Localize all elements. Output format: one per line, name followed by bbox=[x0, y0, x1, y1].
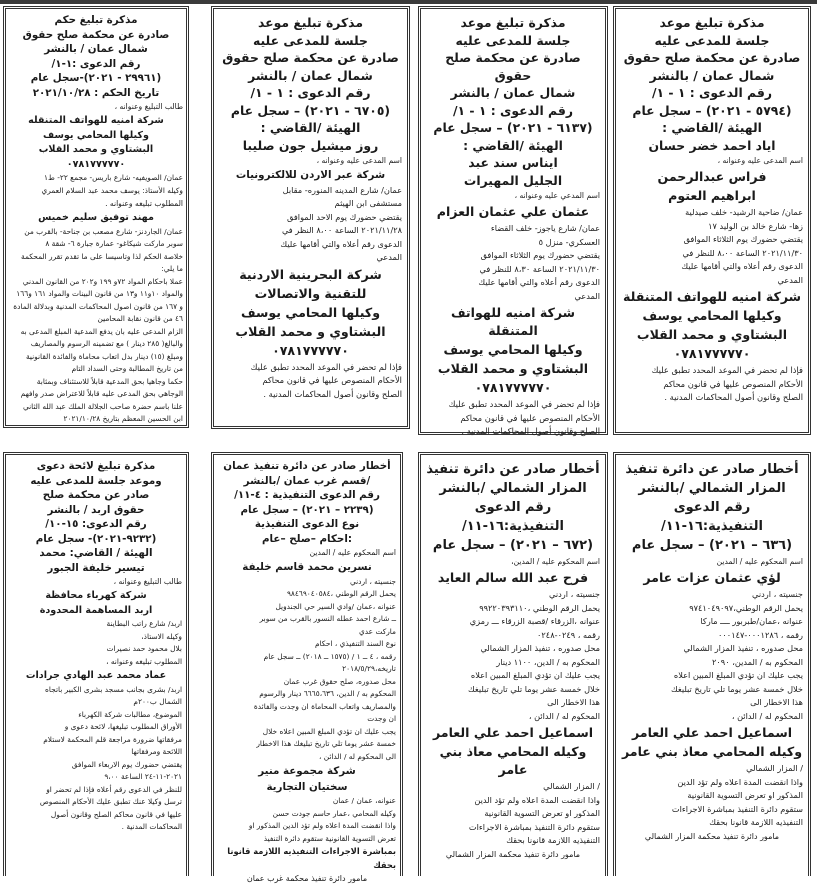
notice-body-line: يقتضي حضورك يوم الاحد الموافق bbox=[287, 211, 402, 222]
defendant-label: اسم المدعي عليه وعنوانه ، bbox=[514, 191, 600, 200]
notice-heading-line: صادرة عن محكمة صلح حقوق bbox=[445, 50, 581, 83]
notice-body-line: رقمه ، ٤ ــ ١ / (١٥٧٥ ــ ٢٠١٨) ــ سجل عام bbox=[263, 651, 396, 661]
notice-body-line: اللائحة ومرفقاتها bbox=[131, 747, 182, 756]
judgment-body-line: و ١٦٧ من قانون اصول المحاكمات المدنية وبدلالة المادة bbox=[13, 301, 183, 311]
notice-heading-line: رقم الدعوى: ١٥-١٠/ bbox=[45, 518, 147, 530]
notice-body-line: مرفقاتها ضرورة مراجعة قلم المحكمة لاستلام bbox=[43, 734, 182, 744]
notice-body-line: للنظر في الدعوى رقم أعلاه فإذا لم تحضر او bbox=[46, 784, 182, 794]
notice-heading-line: مذكرة تبليغ لائحة دعوى bbox=[36, 460, 156, 472]
notice-heading-line: الهيئة /القاضي : bbox=[260, 120, 361, 135]
notice-heading-line: شمال عمان / بالنشر bbox=[649, 67, 775, 83]
notice-execution-672 bbox=[418, 452, 608, 876]
notice-judgment-29961 bbox=[3, 6, 189, 428]
notice-body-line: العسكري- منزل ٥ bbox=[538, 236, 600, 247]
notice-body-line: يجب عليك ان تؤدي المبلغ المبين اعلاه خلال bbox=[262, 726, 396, 736]
requester-detail-line: بلال محمود حمد نصيرات bbox=[106, 644, 182, 653]
notice-heading-line: (٦٣٦ – ٢٠٢١) – سجل عام bbox=[631, 538, 793, 553]
notice-body-line: الى المحكوم له / الدائن ، bbox=[318, 751, 396, 761]
requester-detail-line: اربد/ شارع راتب البطاينة bbox=[106, 619, 182, 628]
plaintiff-line: وكيلها المحامي يوسف bbox=[642, 308, 782, 323]
notice-body-line: هذا الاخطار الى bbox=[547, 697, 600, 707]
notice-body-line: عمان/ ضاحية الرشيد- خلف صيدلية bbox=[685, 207, 803, 217]
debtor-label: اسم المحكوم عليه / المدين bbox=[716, 557, 803, 566]
notice-body-line: ان وجدت bbox=[367, 714, 396, 723]
notice-heading-line: الهيئة / القاضي: محمد bbox=[39, 547, 153, 559]
debtor-name: لؤي عثمان عزات عامر bbox=[643, 570, 781, 585]
plaintiff-line: ٠٧٨١٧٧٧٧٧٠ bbox=[673, 346, 751, 361]
defendant-label: اسم المدعى عليه وعنوانه ، bbox=[316, 156, 402, 165]
defendant-label: اسم المدعى عليه وعنوانه ، bbox=[717, 156, 803, 165]
notice-heading-line: /قسم غرب عمان /بالنشر bbox=[243, 474, 371, 487]
judgment-body-line: والبالغ( ٢٨٥ دينار ) مع تضمينه الرسوم والمصاريف bbox=[30, 339, 183, 348]
notice-body-line: عليها في قانون محاكم الصلح وقانون أصول bbox=[50, 809, 182, 819]
notice-heading-line: جلسة للمدعى عليه bbox=[654, 32, 770, 48]
notice-body-line: عنوانه ،عمان/طبربور ــــ ماركا bbox=[700, 616, 803, 626]
debtor-label: اسم المحكوم عليه / المدين bbox=[309, 548, 396, 557]
notice-footer-line: فإذا لم تحضر في الموعد المحدد تطبق عليك bbox=[651, 365, 803, 375]
creditor-line: اسماعيل احمد علي العامر bbox=[432, 725, 594, 740]
notice-heading-line: رقم الدعوى التنفيذية : ٤-١١/ bbox=[234, 489, 380, 501]
plaintiff-line: البشتاوي و محمد القلاب bbox=[235, 323, 386, 339]
notice-footer-line: الأحكام المنصوص عليها في قانون محاكم bbox=[460, 412, 600, 423]
plaintiff-line: شركة امنيه للهواتف المتنقلة bbox=[450, 305, 576, 338]
signature-line: مامور دائرة تنفيذ محكمة المزار الشمالي bbox=[644, 831, 780, 841]
notice-body-line: المحكوم به / الدين، ١١٠٠ دينار bbox=[496, 656, 600, 667]
judgment-body-line: عملا باحكام المواد ٧٢و ١٩٩ و٢٠٢ من القانون المدني bbox=[22, 276, 183, 286]
notice-heading-line: (٥٧٩٤ - ٢٠٢١) – سجل عام bbox=[632, 102, 792, 118]
notice-body-line: خمسة عشر يوما تلي تاريخ تبليغك هذا الاخطار bbox=[256, 739, 396, 748]
requester-label: طالب التبليغ وعنوانه ، bbox=[114, 102, 183, 111]
notice-body-line: المحكوم له / الدائن ، bbox=[528, 710, 600, 721]
notice-heading-line: رقم الدعوى : ١ - ١/ bbox=[250, 85, 371, 100]
notice-heading-line: المزار الشمالي /بالنشر bbox=[439, 481, 587, 496]
notice-body-line: الدعوى رقم أعلاه والتي أقامها عليك bbox=[681, 261, 803, 271]
notice-heading-line: ايناس سند عبد bbox=[468, 155, 558, 170]
notice-body-line: يقتضي حضورك يوم الثلاثاء الموافق bbox=[480, 250, 600, 260]
notice-heading-line: (٦١٣٧ - ٢٠٢١) – سجل عام bbox=[433, 120, 593, 135]
judgment-body-line: ومبلغ (١٥) دينار بدل اتعاب محاماة والفائدة القانونية bbox=[25, 351, 183, 361]
notice-heading-line: رقم الدعوى التنفيذية:١٦-١١/ bbox=[661, 500, 763, 534]
notice-footer-line: ستقوم دائرة التنفيذ بمباشرة الاجراءات bbox=[468, 821, 600, 832]
notice-heading-line: مذكرة تبليغ موعد bbox=[659, 15, 765, 30]
notice-heading-line: أخطار صادر عن دائرة تنفيذ عمان bbox=[223, 460, 391, 472]
notice-body-line: مستشفى ابن الهيثم bbox=[334, 198, 402, 208]
plaintiff-line: ٠٧٨١٧٧٧٧٧٠ bbox=[474, 380, 552, 395]
defendant-name: ابراهيم العتوم bbox=[668, 188, 756, 203]
signature-line: مامور دائرة تنفيذ محكمة غرب عمان bbox=[246, 874, 368, 883]
notice-heading-line: صادرة عن محكمة صلح حقوق bbox=[623, 50, 801, 65]
notice-heading-line: صادر عن محكمة صلح bbox=[42, 489, 150, 501]
notice-footer-line: التنفيذيه اللازمة قانونا بحقك bbox=[709, 817, 803, 827]
notice-body-line: المدعي bbox=[376, 252, 402, 262]
plaintiff-line: ٠٧٨١٧٧٧٧٧٠ bbox=[272, 342, 349, 358]
plaintiff-line: البشتاوي و محمد القلاب bbox=[437, 361, 589, 376]
notice-body-line: يحمل الرقم الوطني ،٩٩٢٢٠٣٩٣١١٠ bbox=[479, 602, 600, 613]
judgment-body-line: الزام المدعى عليه بان يدفع المدعية المبلغ المدعى به bbox=[20, 326, 183, 336]
notice-body-line: خلال خمسة عشر يوما تلي تاريخ تبليغك bbox=[671, 683, 803, 694]
notice-heading-line: (٦٧٢ – ٢٠٢١) – سجل عام bbox=[432, 538, 594, 553]
notice-body-line: المحاكمات المدنية . bbox=[121, 822, 182, 831]
notice-heading-line: حقوق اربد / بالنشر bbox=[47, 503, 145, 516]
judgment-body-line: ما يلي: bbox=[161, 264, 183, 273]
creditor-place: / المزار الشمالي bbox=[543, 781, 600, 791]
notice-body-line: الدعوى رقم أعلاه والتي أقامها عليك bbox=[478, 277, 600, 287]
notice-footer-line: الصلح وقانون أصول المحاكمات المدنية . bbox=[263, 388, 402, 399]
notice-body-line: عنوانه ،الزرقاء /قصبة الزرقاء ـــ رمزي bbox=[469, 616, 600, 626]
notice-body-line: والمصاريف واتعاب المحاماة ان وجدت والفائدة bbox=[253, 701, 396, 711]
notice-body-line: المحكوم له / الدائن ، bbox=[731, 710, 803, 721]
creditor-line: وكيله المحامي معاذ بني عامر bbox=[439, 744, 587, 777]
notice-body-line: زها- شارع خالد بن الوليد ١٧ bbox=[708, 220, 803, 231]
target-label: المطلوب تبليغه وعنوانه . bbox=[105, 199, 183, 208]
notice-body-line: المحكوم به / الدين، ٦٦٦٥،٦٣٦ دينار والرسوم bbox=[259, 689, 396, 698]
notice-heading-line: تيسير خليفة الجبور bbox=[47, 561, 145, 574]
notice-body-line: عمان/ شارع ياجوز- خلف القضاء bbox=[490, 223, 600, 233]
requester-line: شركة امنيه للهواتف المتنقله bbox=[28, 115, 164, 126]
notice-body-line: تاريخه،٢٠١٨/٥/٢٩ bbox=[342, 664, 396, 673]
judgment-body-line: ٤٦ من قانون نقابة المحامين bbox=[97, 314, 183, 323]
creditor-place: / المزار الشمالي bbox=[746, 763, 803, 773]
notice-body-line: عمان/ شارع المدينه المنوره- مقابل bbox=[282, 184, 402, 195]
notice-heading-line: جلسة للمدعى عليه bbox=[455, 32, 571, 48]
requester-line: اربد المساهمة المحدودة bbox=[39, 604, 153, 616]
defendant-name: شركة عبر الاردن للالكترونيات bbox=[235, 169, 386, 181]
notice-footer-line: المذكور او تعرض التسوية القانونية bbox=[687, 790, 803, 800]
notice-heading-line: رقم الدعوى التنفيذية:١٦-١١/ bbox=[462, 500, 564, 534]
notice-heading-line: مذكرة تبليغ موعد bbox=[257, 15, 364, 30]
notice-heading-line: نوع الدعوى التنفيذية bbox=[254, 518, 360, 530]
notice-body-line: وكيله المحامي ،عمار حاسم جودت حسن bbox=[272, 808, 396, 818]
notice-body-line: عنوانه ،عمان /وادي السير حي الجندويل bbox=[275, 601, 396, 611]
notice-body-line: محل صدوره، صلح حقوق غرب عمان bbox=[283, 676, 396, 686]
notice-heading-line: الهيئة /القاضي : bbox=[463, 137, 563, 153]
judgment-body-line: ابن الحسين المعظم بتاريخ ٢٠٢١/١٠/٢٨ bbox=[63, 414, 183, 423]
notice-heading-line: المزار الشمالي /بالنشر bbox=[638, 481, 786, 496]
notice-session-6705 bbox=[211, 6, 410, 429]
signature-line: مامور دائرة تنفيذ محكمة المزار الشمالي bbox=[445, 849, 581, 859]
notice-heading-line: جلسة للمدعى عليه bbox=[252, 32, 368, 48]
notice-heading-line: صادرة عن محكمة صلح حقوق bbox=[222, 50, 399, 65]
target-name: مهند توفيق سليم خميس bbox=[38, 212, 154, 223]
notice-body-line: الموضوع، مطالبات شركة الكهرباء bbox=[78, 709, 182, 719]
notice-footer-line: الأحكام المنصوص عليها في قانون محاكم bbox=[663, 378, 803, 389]
plaintiff-line: وكيلها المحامي يوسف bbox=[240, 304, 381, 320]
notice-body-line: تعرض التسوية القانونية ستقوم دائرة التنفيذ bbox=[263, 833, 396, 843]
plaintiff-line: شركة امنيه للهواتف المتنقلة bbox=[622, 289, 802, 304]
notice-body-line: جنسيته ، اردني bbox=[549, 589, 600, 599]
notice-body-line: خلال خمسة عشر يوما تلي تاريخ تبليغك bbox=[468, 683, 600, 694]
notice-session-6137 bbox=[418, 6, 608, 435]
notice-footer-line: فإذا لم تحضر في الموعد المحدد تطبق عليك bbox=[250, 361, 402, 372]
notice-body-line: يجب عليك ان تؤدي المبلغ المبين اعلاه bbox=[673, 670, 803, 680]
plaintiff-line: للتقنية والاتصالات bbox=[254, 285, 367, 301]
notice-body-line: ٢٠٢١/١١/٢٨ الساعة ٨،٠٠ النظر في bbox=[281, 225, 402, 235]
judgment-body-line: علنا باسم حضرة صاحب الجلالة الملك عبد الله الثاني bbox=[22, 401, 183, 411]
notice-body-line: اربد/ بشرى بجانب مسجد بشرى الكبير باتجاه bbox=[45, 684, 182, 694]
notice-body-line: رقمه ، ٠٢٤٩-٠٢٤٨ bbox=[537, 629, 600, 640]
notice-body-line: جنسيته ، اردني bbox=[349, 576, 396, 586]
notice-body-line: هذا الاخطار الى bbox=[750, 697, 803, 707]
notice-heading-line: رقم الدعوى :١-١/ bbox=[51, 57, 141, 70]
notice-body-line: محل صدوره ، تنفيذ المزار الشمالي bbox=[683, 643, 803, 653]
notice-body-line: المدعي bbox=[777, 274, 803, 285]
debtor-name: نسرين محمد قاسم خليفة bbox=[242, 561, 372, 573]
notice-body-line: الشمال ب٢٠٠م bbox=[133, 697, 182, 706]
creditor-line: وكيله المحامي معاذ بني عامر bbox=[621, 744, 803, 759]
notice-heading-line: رقم الدعوى : ١ - ١/ bbox=[652, 85, 772, 100]
debtor-label: اسم المحكوم عليه / المدين، bbox=[511, 557, 600, 566]
notice-body-line: يجب عليك ان تؤدي المبلغ المبين اعلاه bbox=[470, 670, 600, 680]
notice-execution-2239 bbox=[211, 452, 403, 883]
notice-heading-line: وموعد جلسة للمدعى عليه bbox=[30, 474, 162, 487]
notice-heading-line: أخطار صادر عن دائرة تنفيذ bbox=[625, 462, 799, 477]
notice-heading-line: أخطار صادر عن دائرة تنفيذ bbox=[426, 462, 600, 477]
judgment-body-line: سوبر ماركت شيكاغو- عمارة جبارة ٦- شقة ٨ bbox=[45, 239, 183, 248]
notice-heading-line: شمال عمان / بالنشر bbox=[450, 85, 576, 100]
notice-heading-line: اياد احمد خضر حسان bbox=[648, 137, 776, 153]
notice-body-line: محل صدوره ، تنفيذ المزار الشمالي bbox=[480, 643, 600, 653]
notice-footer-line: واذا انقضت المدة اعلاه ولم تؤد الدين bbox=[474, 794, 600, 805]
notice-body-line: يقتضي حضورك يوم الاربعاء الموافق bbox=[71, 759, 182, 769]
notice-body-line: ــ شارع احمد عطله النسور بالقرب من سوبر bbox=[259, 614, 396, 623]
defendant-name: عثمان علي عثمان العزام bbox=[436, 204, 590, 219]
notice-execution-636 bbox=[613, 452, 811, 876]
requester-detail-line: وكيله الاستاذ، bbox=[141, 631, 182, 641]
requester-address-line: عمان/ الصويفيه- شارع باريس- مجمع ٢٢- ط١ bbox=[44, 173, 183, 182]
notice-heading-line: صادرة عن محكمة صلح حقوق bbox=[22, 28, 170, 41]
notice-body-line: يقتضي حضورك يوم الثلاثاء الموافق bbox=[683, 234, 803, 244]
plaintiff-line: وكيلها المحامي يوسف bbox=[443, 342, 583, 357]
judgment-body-line: خلاصة الحكم لذا وتاسيسا على ما تقدم تقرر المحكمة bbox=[20, 251, 183, 261]
notice-heading-line: (٩٢٣٢-٢٠٢١)- سجل عام bbox=[35, 532, 157, 545]
judgment-body-line: حكما وجاهيا بحق المدعية قابلاً للاستئناف وبمثابة bbox=[36, 376, 183, 386]
notice-heading-line: الجليل المهيرات bbox=[463, 172, 563, 188]
notice-body-line: الأوراق المطلوب تبليغها، لائحة دعوى و bbox=[64, 722, 182, 731]
notice-body-line: ٢٠٢١/١١/٣٠ الساعة ٨،٣٠ للنظر في bbox=[479, 263, 600, 274]
notice-body-line: يحمل الرقم الوطني ،٩٨٤٦٩٠٤٠٥٨٤ bbox=[286, 589, 396, 598]
requester-line: وكيلها المحامي يوسف bbox=[43, 129, 149, 141]
notice-footer-line: الأحكام المنصوص عليها في قانون محاكم bbox=[262, 375, 402, 385]
notice-footer-line: الصلح وقانون أصول المحاكمات المدنية . bbox=[664, 392, 803, 402]
notice-heading-line: شمال عمان / بالنشر bbox=[248, 67, 373, 83]
notice-footer-line: التنفيذيه اللازمة قانونا بحقك bbox=[506, 835, 600, 845]
notice-footer-line: المذكور او تعرض التسوية القانونية bbox=[484, 808, 600, 818]
judgment-body-line: والمواد ١٠و١١ و١٣ من قانون البينات والمواد ١٦١ و١٦٦ bbox=[16, 289, 183, 298]
judgment-body-line: الوجاهي بحق المدعى عليه قابلاً للاعتراض صدر وافهم bbox=[20, 389, 183, 398]
creditor-line: اسماعيل احمد علي العامر bbox=[631, 725, 793, 740]
notice-body-line: ٢٠٢١-١١-٢٤ الساعة ٩،٠٠ bbox=[104, 772, 182, 781]
notice-body-line: المدعي bbox=[574, 290, 600, 301]
notice-heading-line: (٢٩٩٦١ - ٢٠٢١)-سجل عام bbox=[30, 72, 162, 84]
notice-body-line: الدعوى رقم أعلاه والتي أقامها عليك bbox=[280, 238, 402, 249]
notice-heading-line: روز ميشيل جون صليبا bbox=[242, 137, 379, 153]
notice-heading-line: مذكرة تبليغ حكم bbox=[54, 14, 138, 26]
notice-heading-line: رقم الدعوى : ١ - ١/ bbox=[453, 102, 573, 118]
requester-line: البشتاوي و محمد القلاب bbox=[38, 144, 154, 155]
notice-heading-line: (٢٢٣٩ – ٢٠٢١) – سجل عام bbox=[240, 503, 374, 516]
notice-session-5794 bbox=[613, 6, 811, 435]
plaintiff-line: شركة البحرينية الاردنية bbox=[239, 266, 382, 282]
notice-footer-line: واذا انقضت المدة اعلاه ولم تؤد الدين bbox=[677, 776, 803, 787]
notice-body-line: ماركت عدي bbox=[359, 626, 396, 636]
requester-address-line: وكيله الأستاذ: يوسف محمد عبد السلام العمري bbox=[41, 185, 183, 195]
requester-line: شركة كهرباء محافظة bbox=[45, 590, 147, 601]
notice-body-line: ترسل وكيلا عنك تطبق عليك الأحكام المنصوص bbox=[39, 797, 182, 806]
plaintiff-line: البشتاوي و محمد القلاب bbox=[636, 327, 788, 342]
notice-body-line: يحمل الرقم الوطني،٩٧٤١٠٤٩٠٩٧ bbox=[689, 602, 803, 613]
notice-body-line: رقمه ، ٠٠٠١٢٨٦-٠٠٠١٤٧ bbox=[718, 629, 803, 640]
notice-heading-line: الهيئة /القاضي : bbox=[662, 120, 762, 135]
notice-heading-line: مذكرة تبليغ موعد bbox=[460, 15, 566, 30]
requester-label: طالب التبليغ وعنوانه ، bbox=[113, 577, 182, 586]
requester-line: ٠٧٨١٧٧٧٧٧٠ bbox=[66, 158, 126, 170]
notice-heading-line: شمال عمان / بالنشر bbox=[44, 43, 148, 55]
creditor-line: شركة مجموعة منير bbox=[258, 765, 356, 777]
debtor-name: فرح عبد الله سالم العايد bbox=[437, 570, 589, 585]
requester-detail-line: المطلوب تبليغه وعنوانه ، bbox=[106, 656, 182, 666]
creditor-line: سختيان التجارية bbox=[266, 780, 348, 793]
judgment-body-line: من تاريخ المطالبة وحتى السداد التام bbox=[71, 364, 183, 373]
notice-footer-line: بمباشرة الاجراءات التنفيذيه اللازمة قانونا بحقك bbox=[227, 846, 396, 870]
notice-heading-line: تاريخ الحكم : ٢٠٢١/١٠/٢٨ bbox=[32, 86, 160, 99]
defendant-name: فراس عبدالرحمن bbox=[657, 169, 767, 184]
notice-heading-line: (٦٧٠٥ - ٢٠٢١) – سجل عام bbox=[230, 102, 391, 118]
notice-body-line: المحكوم به / المدين، ٢٠٩٠ bbox=[712, 656, 803, 667]
notice-body-line: ٢٠٢١/١١/٣٠ الساعة ٨،٠٠ للنظر في bbox=[682, 247, 803, 258]
notice-footer-line: ستقوم دائرة التنفيذ بمباشرة الاجراءات bbox=[671, 803, 803, 814]
notice-body-line: نوع السند التنفيذي ، احكام bbox=[314, 639, 396, 648]
notice-body-line: عنوانه، عمان / عمان bbox=[332, 796, 396, 805]
judgment-body-line: عمان/ الجاردنز- شارع مصعب بن جناحة- بالقرب من bbox=[24, 226, 183, 236]
notice-body-line: واذا انقضت المدة اعلاه ولم تؤد الدين المذكور او bbox=[248, 821, 396, 830]
notice-footer-line: الصلح وقانون أصول المحاكمات المدنية . bbox=[461, 426, 600, 436]
target-name: عماد محمد عبد الهادي جرادات bbox=[25, 670, 167, 681]
page-top-rule bbox=[0, 0, 817, 4]
notice-heading-line: :احكام –صلح –عام bbox=[262, 532, 352, 545]
notice-footer-line: فإذا لم تحضر في الموعد المحدد تطبق عليك bbox=[448, 399, 600, 409]
notice-body-line: جنسيته ، اردني bbox=[752, 589, 803, 599]
notice-claim-9232 bbox=[3, 452, 189, 876]
